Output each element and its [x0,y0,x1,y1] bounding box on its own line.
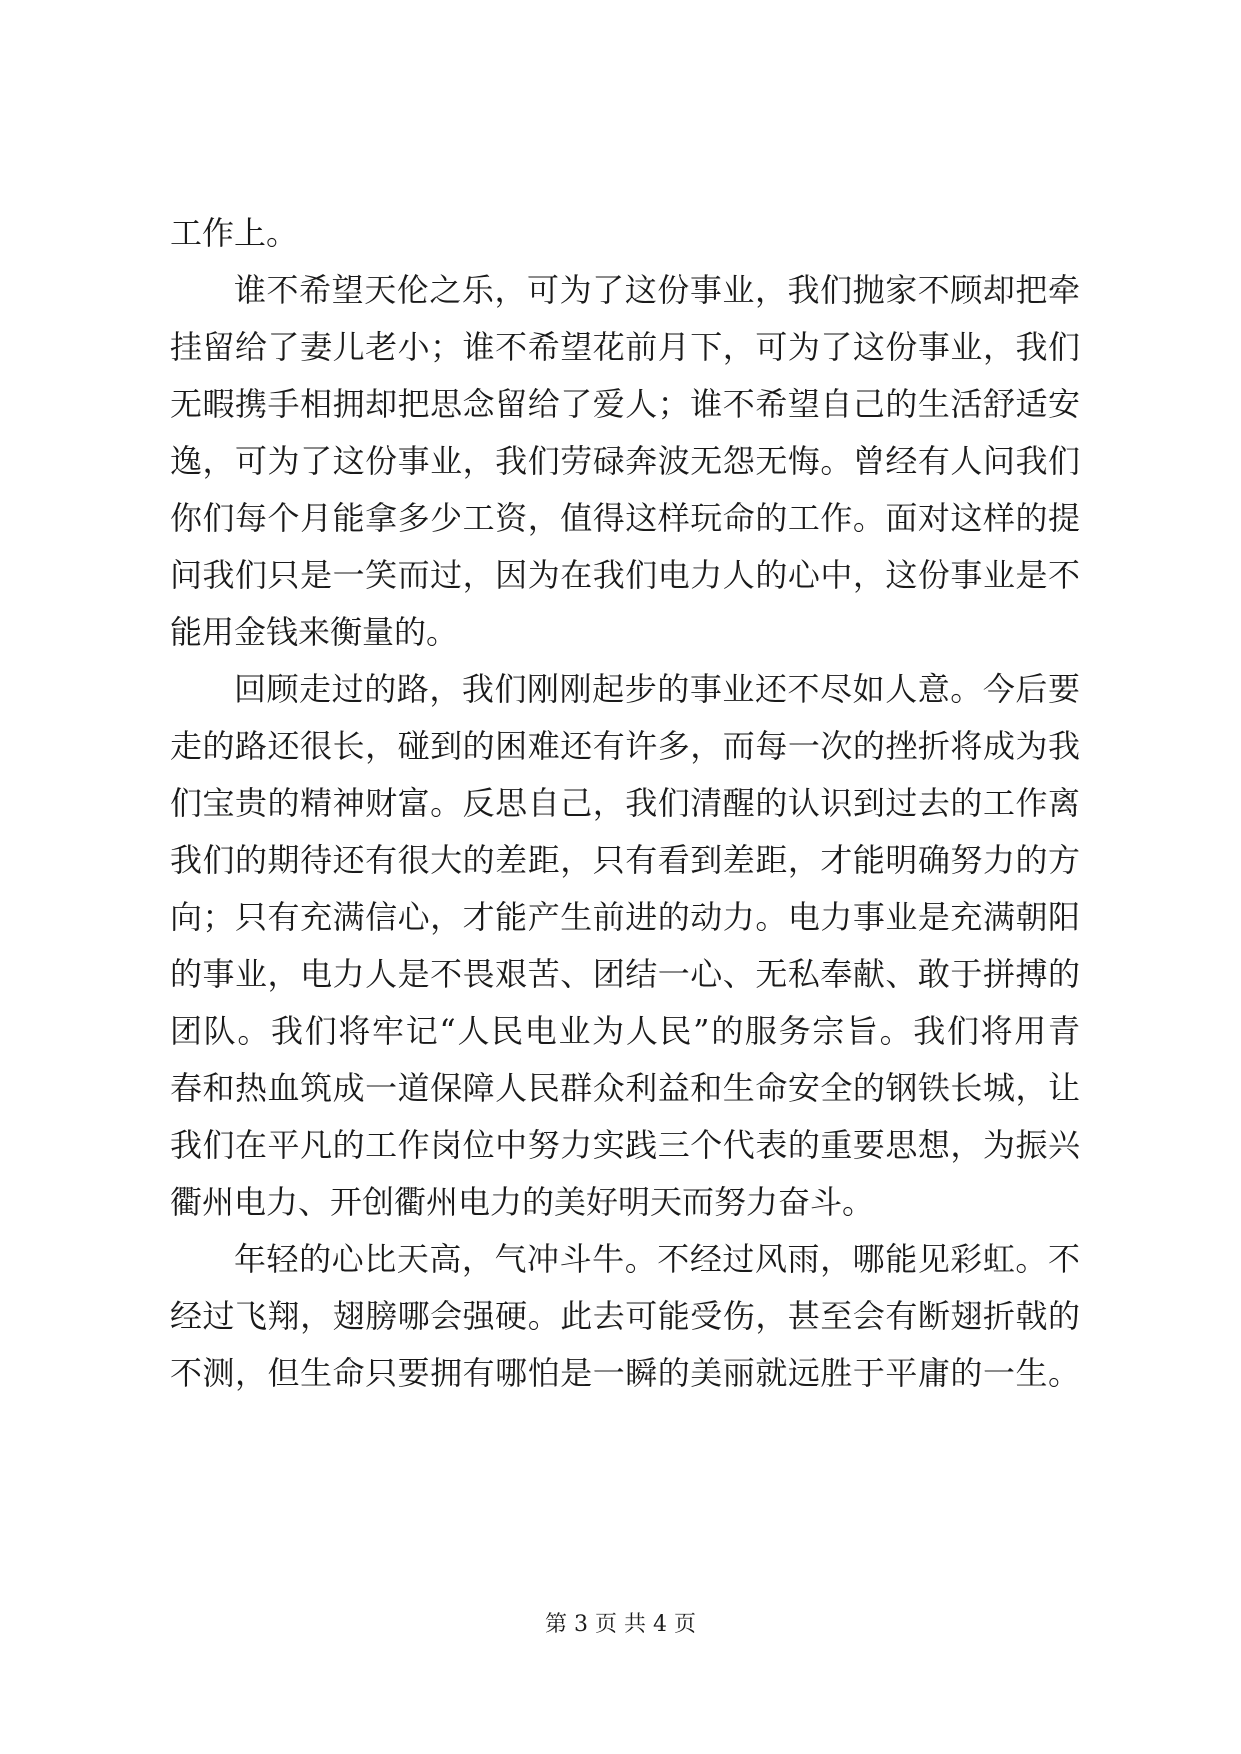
paragraph-line: 回顾走过的路，我们刚刚起步的事业还不尽如人意。今后要 [234,670,1080,708]
paragraph-line: 们宝贵的精神财富。反思自己，我们清醒的认识到过去的工作离 [170,784,1080,822]
paragraph-line: 能用金钱来衡量的。 [170,613,459,651]
paragraph-line: 无暇携手相拥却把思念留给了爱人；谁不希望自己的生活舒适安 [170,385,1080,423]
paragraph-line: 我们的期待还有很大的差距，只有看到差距，才能明确努力的方 [170,841,1080,879]
paragraph-line: 工作上。 [170,214,299,252]
paragraph-line: 年轻的心比天高，气冲斗牛。不经过风雨，哪能见彩虹。不 [234,1240,1080,1278]
paragraph-line: 衢州电力、开创衢州电力的美好明天而努力奋斗。 [170,1183,875,1221]
paragraph-line: 的事业，电力人是不畏艰苦、团结一心、无私奉献、敢于拼搏的 [170,955,1080,993]
paragraph-line: 向；只有充满信心，才能产生前进的动力。电力事业是充满朝阳 [170,898,1080,936]
paragraph-line: 走的路还很长，碰到的困难还有许多，而每一次的挫折将成为我 [170,727,1080,765]
paragraph-line: 你们每个月能拿多少工资，值得这样玩命的工作。面对这样的提 [170,499,1080,537]
paragraph-line: 逸，可为了这份事业，我们劳碌奔波无怨无悔。曾经有人问我们 [170,442,1080,480]
paragraph-line: 不测，但生命只要拥有哪怕是一瞬的美丽就远胜于平庸的一生。 [170,1354,1080,1392]
paragraph-line: 团队。我们将牢记“人民电业为人民”的服务宗旨。我们将用青 [170,1012,1080,1050]
page-number-footer: 第 3 页 共 4 页 [545,1612,696,1637]
paragraph-line: 我们在平凡的工作岗位中努力实践三个代表的重要思想，为振兴 [170,1126,1080,1164]
paragraph-line: 春和热血筑成一道保障人民群众利益和生命安全的钢铁长城，让 [170,1069,1080,1107]
paragraph-line: 经过飞翔，翅膀哪会强硬。此去可能受伤，甚至会有断翅折戟的 [170,1297,1080,1335]
paragraph-line: 问我们只是一笑而过，因为在我们电力人的心中，这份事业是不 [170,556,1080,594]
paragraph-line: 挂留给了妻儿老小；谁不希望花前月下，可为了这份事业，我们 [170,328,1080,366]
paragraph-line: 谁不希望天伦之乐，可为了这份事业，我们抛家不顾却把牵 [234,271,1080,309]
